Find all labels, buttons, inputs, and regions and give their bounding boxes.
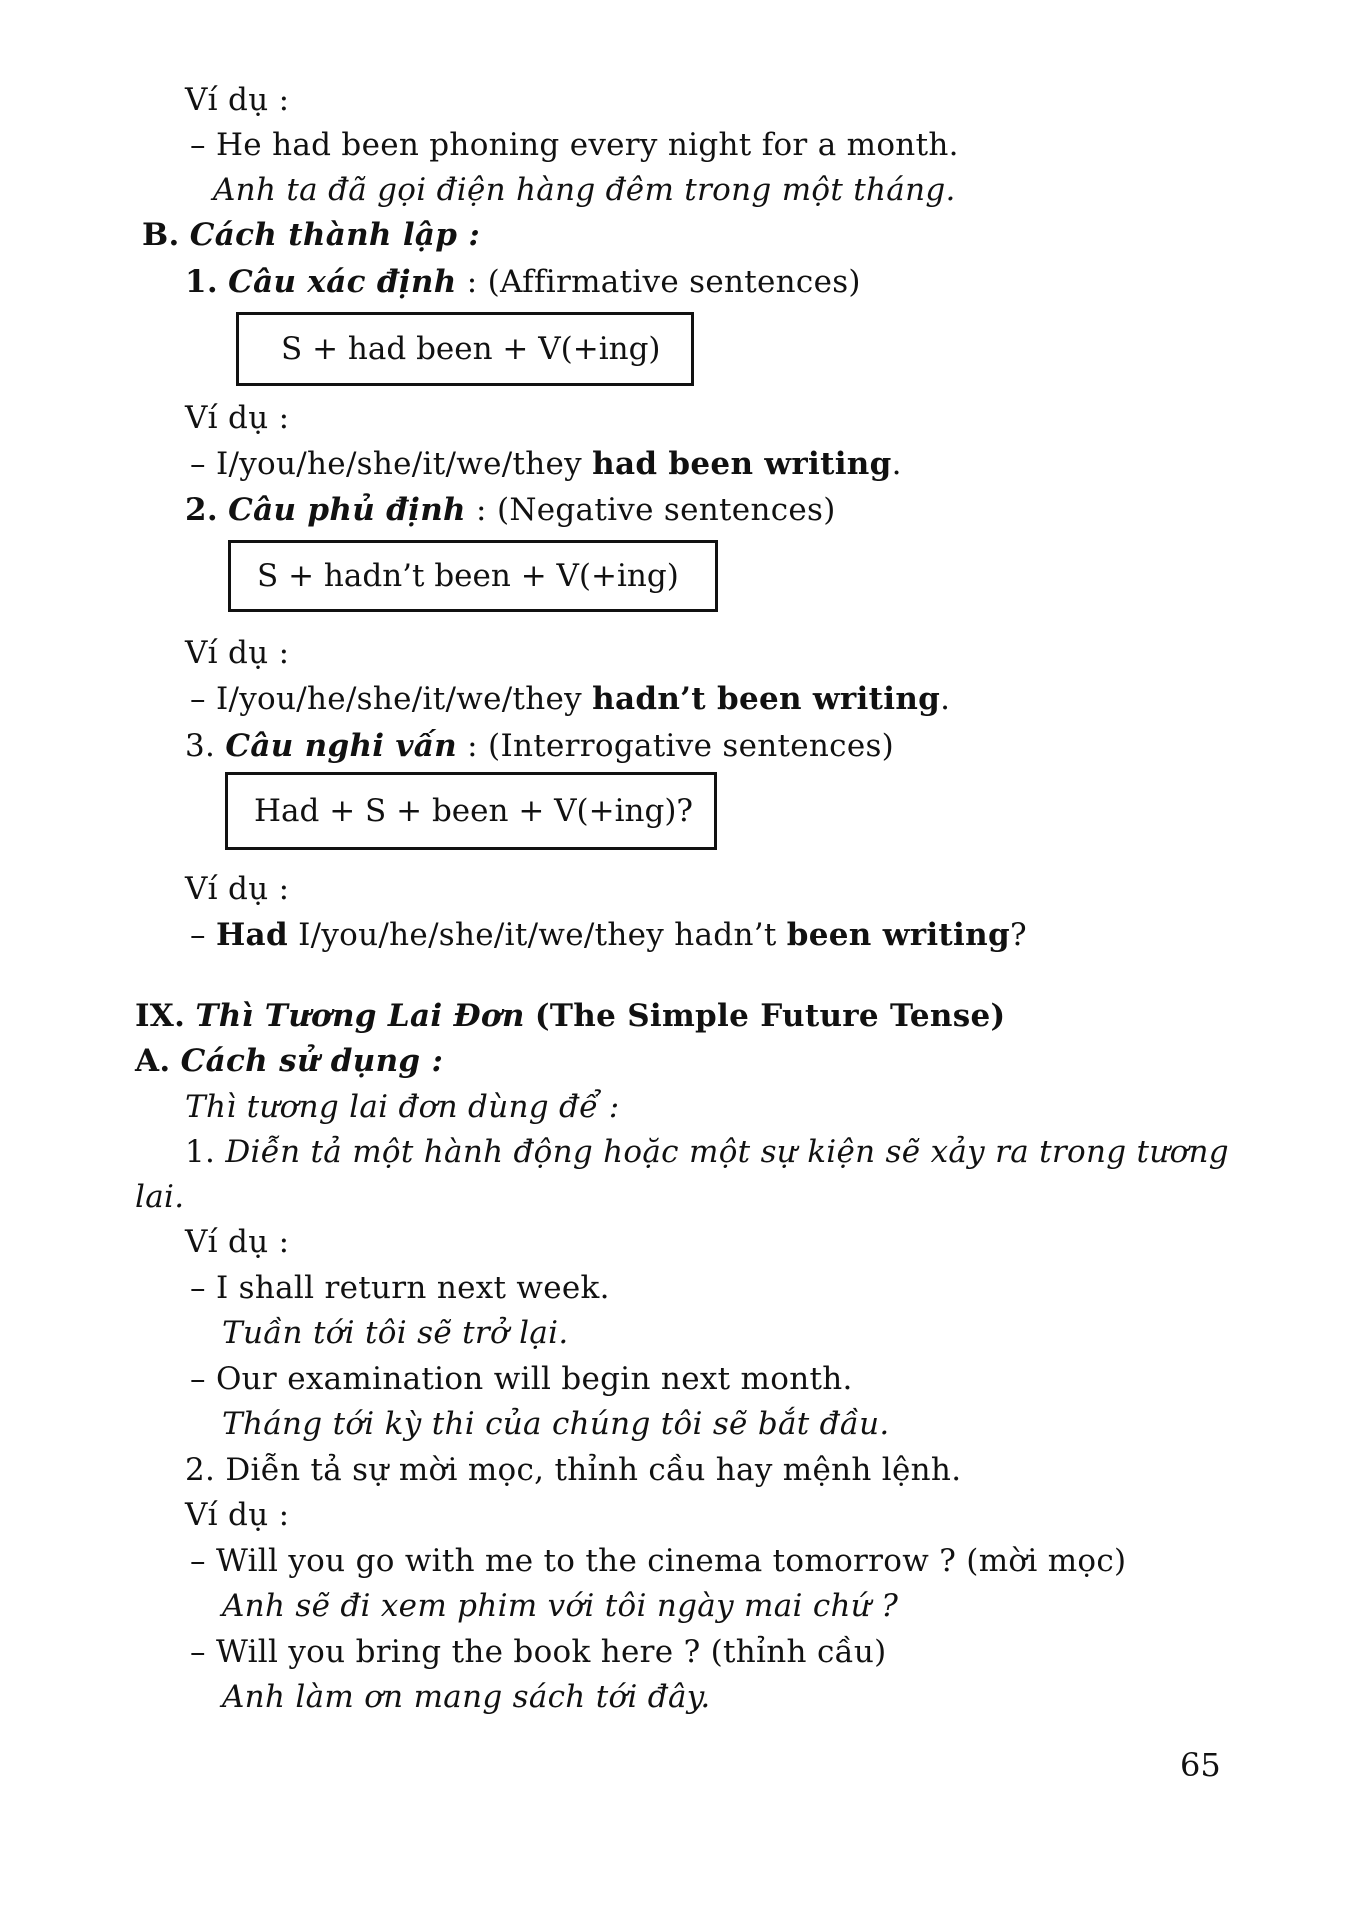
page-number: 65 [1180,1746,1221,1784]
interrogative-formula: Had + S + been + V(+ing)? [254,793,694,829]
usage-2: 2. Diễn tả sự mời mọc, thỉnh cầu hay mệnh lệnh. [185,1452,962,1488]
section-b-title: Cách thành lập : [189,217,481,253]
interrogative-example-dash: – [190,917,216,953]
affirmative-example [190,444,902,484]
example-label: Ví dụ : [185,1224,290,1260]
interrogative-title: Câu nghi vấn [225,728,457,764]
interrogative-example-end: ? [1009,917,1027,953]
interrogative-example-had: Had [215,917,288,953]
section-ix-number: IX. [135,998,186,1034]
negative-formula-box [228,540,718,612]
negative-example-subject: – I/you/he/she/it/we/they [190,681,582,717]
negative-example [190,679,950,719]
section-ix-title: Thì Tương Lai Đơn [195,998,525,1034]
usage-intro: Thì tương lai đơn dùng để : [185,1089,620,1125]
interrogative-number: 3. [185,728,216,764]
section-b-heading [142,215,480,255]
affirmative-number: 1. [185,264,218,300]
negative-title: Câu phủ định [228,492,466,528]
negative-example-end: . [940,681,951,717]
example-label: Ví dụ : [185,871,290,907]
example-sentence: – He had been phoning every night for a month. [190,127,959,163]
future-example-4: – Will you bring the book here ? (thỉnh cầu) [190,1634,887,1670]
future-example-1: – I shall return next week. [190,1270,610,1306]
section-a-prefix: A. [135,1043,171,1079]
example-label: Ví dụ : [185,82,290,118]
future-example-2-translation: Tháng tới kỳ thi của chúng tôi sẽ bắt đầu. [222,1406,890,1442]
example-label: Ví dụ : [185,1497,290,1533]
affirmative-heading [185,262,861,302]
negative-subtitle: : (Negative sentences) [476,492,836,528]
example-label: Ví dụ : [185,400,290,436]
interrogative-formula-box [225,772,717,850]
section-b-prefix: B. [142,217,180,253]
usage-1 [185,1132,1229,1172]
future-example-3: – Will you go with me to the cinema tomorrow ? (mời mọc) [190,1543,1127,1579]
future-example-4-translation: Anh làm ơn mang sách tới đây. [222,1679,711,1715]
usage-1-continuation: lai. [135,1179,185,1215]
negative-number: 2. [185,492,218,528]
negative-formula: S + hadn’t been + V(+ing) [257,558,679,594]
example-translation: Anh ta đã gọi điện hàng đêm trong một tháng. [213,172,956,208]
affirmative-formula: S + had been + V(+ing) [281,331,661,367]
interrogative-example-verb: been writing [786,917,1010,953]
negative-heading [185,490,836,530]
usage-1-number: 1. [185,1134,216,1170]
affirmative-example-verb: had been writing [592,446,892,482]
section-a-heading [135,1041,443,1081]
section-ix-english-title: (The Simple Future Tense) [534,998,1006,1034]
interrogative-subtitle: : (Interrogative sentences) [467,728,895,764]
interrogative-heading [185,726,894,766]
future-example-3-translation: Anh sẽ đi xem phim với tôi ngày mai chứ ? [222,1588,899,1624]
affirmative-example-end: . [891,446,902,482]
negative-example-verb: hadn’t been writing [592,681,941,717]
affirmative-title: Câu xác định [228,264,457,300]
future-example-2: – Our examination will begin next month. [190,1361,853,1397]
interrogative-example-subject: I/you/he/she/it/we/they hadn’t [287,917,787,953]
affirmative-example-subject: – I/you/he/she/it/we/they [190,446,582,482]
usage-1-text: Diễn tả một hành động hoặc một sự kiện sẽ xảy ra trong tương [225,1134,1229,1170]
affirmative-formula-box [236,312,694,386]
example-label: Ví dụ : [185,635,290,671]
interrogative-example [190,915,1027,955]
affirmative-subtitle: : (Affirmative sentences) [466,264,861,300]
section-a-title: Cách sử dụng : [180,1043,444,1079]
future-example-1-translation: Tuần tới tôi sẽ trở lại. [222,1315,569,1351]
section-ix-heading [135,996,1005,1036]
